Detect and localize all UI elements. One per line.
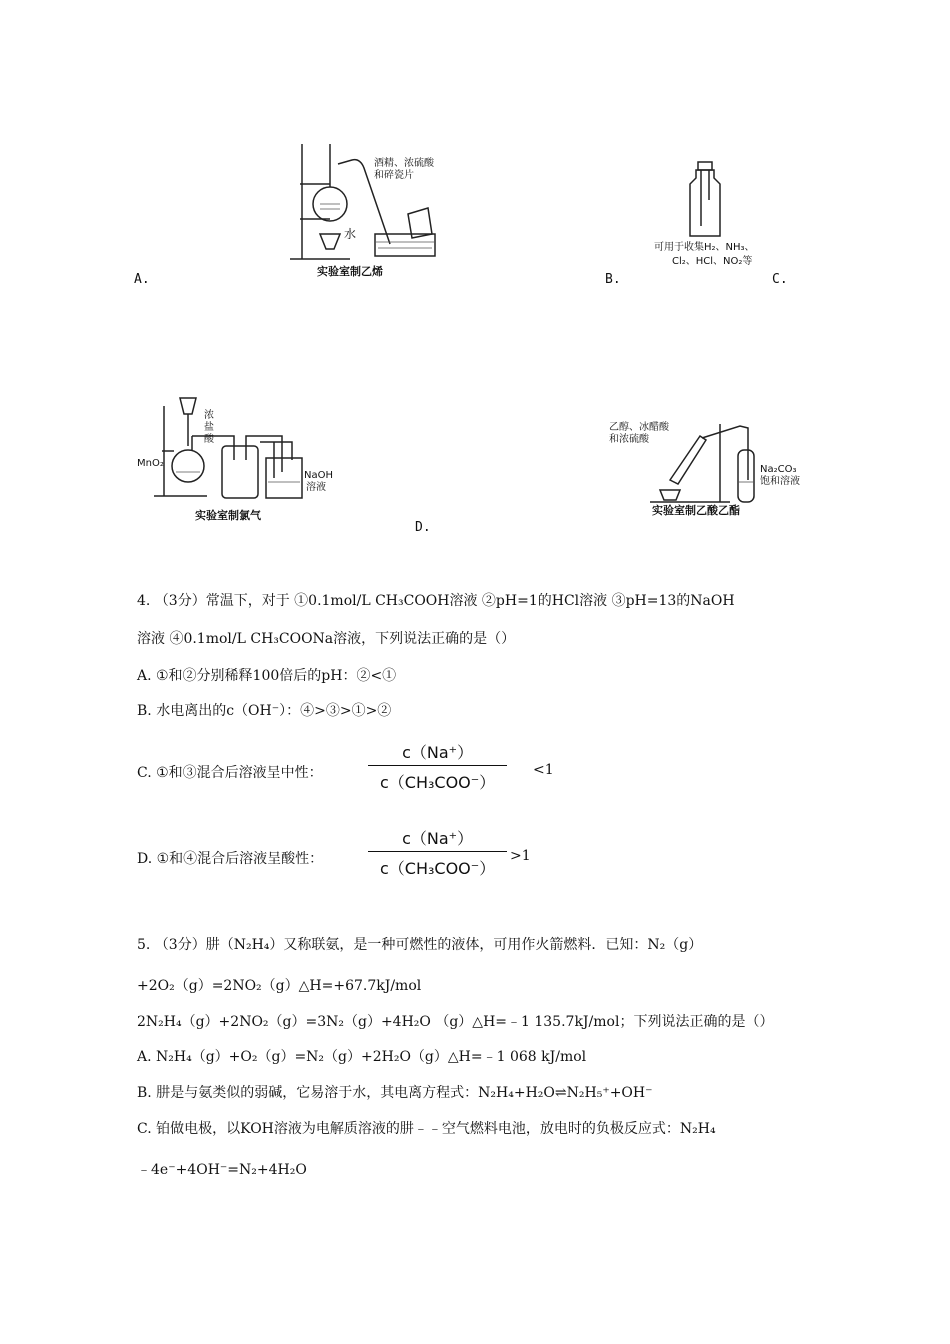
q4-option-b: B. 水电离出的c（OH⁻）：④>③>①>② (137, 703, 392, 719)
q4-stem-line-2: 溶液 ④0.1mol/L CH₃COONa溶液，下列说法正确的是（） (137, 631, 516, 647)
option-b-label: B. (605, 272, 621, 287)
naoh-label-1: NaOH (304, 470, 333, 481)
acid-label-3: 酸 (204, 434, 214, 445)
option-d-label: D. (415, 520, 431, 535)
q5-stem-line-1: 5. （3分）肼（N₂H₄）又称联氨，是一种可燃性的液体，可用作火箭燃料．已知：N₂（g） (137, 937, 703, 953)
na2co3-label-2: 饱和溶液 (760, 476, 800, 487)
gas-collection-bottle-diagram (686, 160, 726, 238)
ethylene-apparatus-diagram (290, 124, 480, 274)
bottle-caption-line-2: Cl₂、HCl、NO₂等 (672, 256, 753, 267)
q4-option-c-fraction (368, 740, 507, 793)
q4-stem-line-1: 4. （3分）常温下，对于 ①0.1mol/L CH₃COOH溶液 ②pH=1的HCl溶液 ③pH=13的NaOH (137, 593, 735, 609)
q4-option-c-prefix: C. ①和③混合后溶液呈中性： (137, 765, 323, 781)
figure-c-caption: 实验室制氯气 (195, 509, 261, 522)
water-label: 水 (344, 227, 357, 241)
ethyl-acetate-reagent-label-2: 和浓硫酸 (609, 434, 649, 445)
q4-option-d-suffix: >1 (510, 848, 531, 864)
naoh-label-2: 溶液 (306, 482, 326, 493)
option-c-label: C. (772, 272, 788, 287)
fraction-denominator: c（CH₃COO⁻） (368, 765, 507, 793)
ethylene-reagent-label-1: 酒精、浓硫酸 (374, 158, 434, 169)
q5-stem-line-3: 2N₂H₄（g）+2NO₂（g）=3N₂（g）+4H₂O （g）△H=﹣1 135.7kJ/mol；下列说法正确的是（） (137, 1014, 774, 1030)
figure-a-caption: 实验室制乙烯 (317, 265, 383, 278)
acid-label-2: 盐 (204, 422, 214, 433)
ethyl-acetate-reagent-label-1: 乙醇、冰醋酸 (609, 422, 669, 433)
q5-stem-line-2: +2O₂（g）=2NO₂（g）△H=+67.7kJ/mol (137, 978, 422, 994)
q5-option-c-line-2: ﹣4e⁻+4OH⁻=N₂+4H₂O (137, 1162, 307, 1178)
q4-option-c-suffix: <1 (533, 762, 554, 778)
q5-option-c-line-1: C. 铂做电极，以KOH溶液为电解质溶液的肼﹣﹣空气燃料电池，放电时的负极反应式：N₂H₄ (137, 1121, 716, 1137)
q4-option-a: A. ①和②分别稀释100倍后的pH：②<① (137, 668, 397, 684)
fraction-denominator: c（CH₃COO⁻） (368, 851, 507, 879)
q5-option-a: A. N₂H₄（g）+O₂（g）=N₂（g）+2H₂O（g）△H=﹣1 068 kJ/mol (137, 1049, 587, 1065)
q4-option-d-prefix: D. ①和④混合后溶液呈酸性： (137, 851, 324, 867)
ethylene-reagent-label-2: 和碎瓷片 (374, 170, 414, 181)
q4-option-d-fraction (368, 826, 507, 879)
na2co3-label-1: Na₂CO₃ (760, 464, 797, 475)
mno2-label: MnO₂ (137, 458, 164, 469)
figure-d-caption: 实验室制乙酸乙酯 (652, 504, 740, 517)
fraction-numerator: c（Na⁺） (402, 829, 474, 848)
acid-label-1: 浓 (204, 410, 214, 421)
fraction-numerator: c（Na⁺） (402, 743, 474, 762)
q5-option-b: B. 肼是与氨类似的弱碱，它易溶于水，其电离方程式：N₂H₄+H₂O⇌N₂H₅⁺+OH⁻ (137, 1085, 653, 1101)
bottle-caption-line-1: 可用于收集H₂、NH₃、 (654, 242, 755, 253)
option-a-label: A. (134, 272, 150, 287)
